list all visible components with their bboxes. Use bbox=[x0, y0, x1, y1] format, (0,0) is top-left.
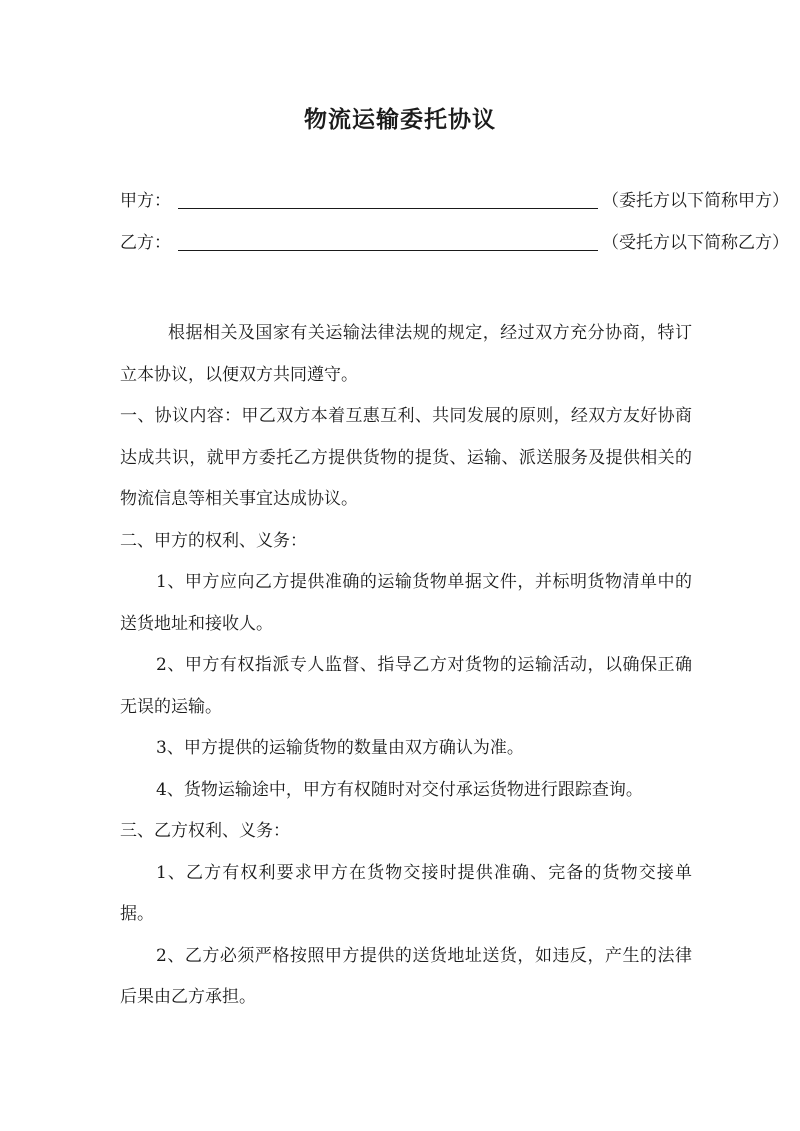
section-2-item: 2、甲方有权指派专人监督、指导乙方对货物的运输活动，以确保正确无误的运输。 bbox=[120, 655, 692, 717]
party-b-row bbox=[120, 228, 789, 258]
document-title: 物流运输委托协议 bbox=[304, 107, 496, 133]
party-a-row bbox=[120, 186, 789, 216]
preamble-paragraph: 根据相关及国家有关运输法律法规的规定，经过双方充分协商，特订立本协议，以便双方共同遵守。 bbox=[120, 323, 692, 385]
section-1-paragraph: 一、协议内容：甲乙双方本着互惠互利、共同发展的原则，经双方友好协商达成共识，就甲方委托乙方提供货物的提货、运输、派送服务及提供相关的物流信息等相关事宜达成协议。 bbox=[120, 406, 692, 509]
section-2-heading: 二、甲方的权利、义务： bbox=[120, 530, 307, 551]
party-a-label: 甲方： bbox=[120, 191, 171, 211]
party-b-blank-line bbox=[178, 250, 598, 251]
party-b-label: 乙方： bbox=[120, 233, 171, 253]
section-3-item: 2、乙方必须严格按照甲方提供的送货地址送货，如违反，产生的法律后果由乙方承担。 bbox=[120, 945, 692, 1007]
section-3-item: 1、乙方有权利要求甲方在货物交接时提供准确、完备的货物交接单据。 bbox=[120, 862, 692, 924]
party-b-note: （受托方以下简称乙方） bbox=[602, 233, 789, 253]
section-2-item: 1、甲方应向乙方提供准确的运输货物单据文件，并标明货物清单中的送货地址和接收人。 bbox=[120, 572, 692, 634]
party-a-note: （委托方以下简称甲方） bbox=[602, 191, 789, 211]
agreement-body bbox=[120, 313, 692, 1019]
party-a-blank-line bbox=[178, 208, 598, 209]
section-2-item: 4、货物运输途中，甲方有权随时对交付承运货物进行跟踪查询。 bbox=[156, 779, 643, 800]
section-3-heading: 三、乙方权利、义务： bbox=[120, 821, 290, 841]
section-2-item: 3、甲方提供的运输货物的数量由双方确认为准。 bbox=[156, 738, 524, 758]
